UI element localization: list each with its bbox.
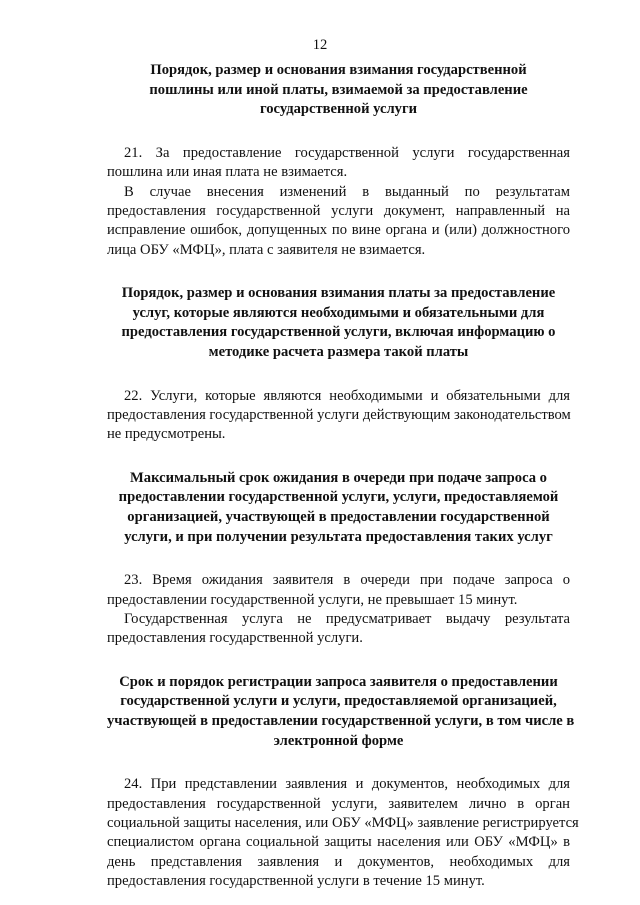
text-line: Государственная услуга не предусматривает выдачу результата	[124, 611, 570, 627]
text-line: 21. За предоставление государственной услуги государственная	[124, 144, 570, 161]
text-line: предоставления государственной услуги, заявителем лично в орган	[107, 795, 570, 812]
text-line: В случае внесения изменений в выданный по результатам	[124, 183, 570, 200]
text-line: предоставления государственной услуги документ, направленный на	[107, 203, 570, 219]
paragraph-21	[107, 144, 570, 183]
paragraph-21-changes	[107, 183, 570, 261]
heading-line: государственной услуги	[259, 101, 418, 118]
text-line: предоставления государственной услуги.	[107, 630, 363, 647]
text-line: предоставления государственной услуги в течение 15 минут.	[107, 873, 485, 890]
page-number: 12	[312, 37, 328, 53]
heading-line: методике расчета размера такой платы	[208, 344, 469, 360]
section-heading-related-services-fee	[107, 284, 570, 362]
text-line: день представления заявления и документов, необходимых для	[107, 853, 570, 870]
text-line: лица ОБУ «МФЦ», плата с заявителя не взимается.	[107, 241, 426, 258]
heading-line: услуги, и при получении результата предоставления таких услуг	[124, 528, 553, 545]
heading-line: предоставлении государственной услуги, услуги, предоставляемой	[118, 489, 559, 506]
text-line: 24. При представлении заявления и документов, необходимых для	[124, 776, 570, 793]
heading-line: организацией, участвующей в предоставлении государственной	[127, 509, 550, 525]
section-heading-queue-time	[107, 469, 570, 547]
text-line: не предусмотрены.	[107, 426, 226, 443]
text-line: социальной защиты населения, или ОБУ «МФЦ» заявление регистрируется	[107, 815, 579, 831]
heading-line: пошлины или иной платы, взимаемой за предоставление	[149, 81, 528, 98]
text-line: специалистом органа социальной защиты населения или ОБУ «МФЦ» в	[107, 834, 570, 851]
heading-line: услуг, которые являются необходимыми и обязательными для	[132, 304, 545, 321]
heading-line: Порядок, размер и основания взимания государственной	[150, 62, 527, 78]
paragraph-23	[107, 571, 570, 610]
heading-line: предоставления государственной услуги, включая информацию о	[121, 324, 556, 341]
heading-line: электронной форме	[273, 732, 404, 749]
text-line: пошлина или иная плата не взимается.	[107, 164, 348, 181]
text-line: предоставлении государственной услуги, не превышает 15 минут.	[107, 591, 518, 608]
paragraph-23-result	[107, 610, 570, 649]
section-heading-fee	[107, 61, 570, 120]
text-line: 23. Время ожидания заявителя в очереди при подаче запроса о	[124, 572, 570, 589]
document-body	[107, 61, 579, 892]
text-line: исправление ошибок, допущенных по вине органа и (или) должностного	[107, 222, 570, 239]
text-line: 22. Услуги, которые являются необходимыми и обязательными для	[124, 387, 570, 404]
paragraph-22	[107, 387, 570, 445]
heading-line: Срок и порядок регистрации запроса заявителя о предоставлении	[119, 673, 558, 690]
section-heading-registration	[107, 673, 575, 751]
text-line: предоставления государственной услуги действующим законодательством	[107, 407, 571, 423]
heading-line: участвующей в предоставлении государственной услуги, в том числе в	[107, 713, 575, 729]
heading-line: Максимальный срок ожидания в очереди при подаче запроса о	[130, 469, 547, 486]
heading-line: Порядок, размер и основания взимания платы за предоставление	[121, 285, 556, 302]
paragraph-24	[107, 775, 579, 891]
heading-line: государственной услуги и услуги, предоставляемой организацией,	[120, 693, 557, 710]
